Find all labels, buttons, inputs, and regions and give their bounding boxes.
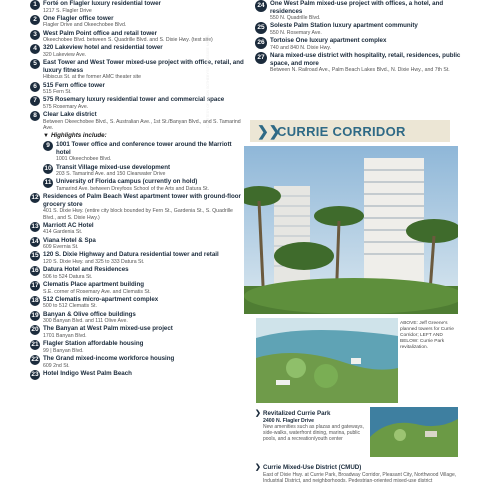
item-title: 575 Rosemary luxury residential tower and commercial space: [43, 96, 225, 104]
list-item: [30, 59, 245, 80]
chevron-right-icon: ❯: [255, 410, 261, 417]
feature-currie-park: [255, 410, 365, 442]
number-badge: 5: [30, 59, 40, 69]
item-address: 1001 Okeechobee Blvd.: [56, 156, 112, 163]
item-title: Marriott AC Hotel: [43, 221, 94, 229]
list-item: [30, 82, 245, 96]
item-title: 512 Clematis micro-apartment complex: [43, 295, 159, 303]
number-badge: 26: [255, 37, 267, 49]
list-item: [43, 178, 245, 192]
list-item: [43, 164, 245, 178]
list-item: [30, 370, 245, 378]
item-title: Nara mixed-use district with hospitality, retail, residences, public space, and more: [270, 51, 461, 67]
number-badge: 7: [30, 96, 40, 106]
item-address: 414 Gardenia St.: [43, 229, 83, 236]
item-title: One Flagler office tower: [43, 14, 114, 22]
item-title: Forté on Flagler luxury residential tower: [43, 0, 161, 7]
number-badge: 18: [31, 296, 39, 304]
feature-description: East of Dixie Hwy. at Currie Park, Broadway Corridor, Pleasant City, Northwood Village, Industrial District, and neighborhoods. Pedestrian-oriented mixed-use district: [263, 471, 457, 484]
list-item: [30, 281, 245, 295]
item-title: Flagler Station affordable housing: [43, 340, 144, 348]
number-badge: 2: [30, 15, 40, 25]
item-title: Viana Hotel & Spa: [43, 236, 96, 244]
item-address: 515 Fern St.: [43, 89, 72, 96]
number-badge: 10: [44, 164, 52, 172]
item-address: 99 | Banyan Blvd.: [43, 347, 84, 354]
list-item: [30, 340, 245, 354]
number-badge: 14: [31, 237, 39, 245]
feature-title: Revitalized Currie Park: [263, 410, 331, 417]
item-title: 515 Fern office tower: [43, 81, 105, 89]
list-item: [30, 111, 245, 131]
item-address: 1701 Banyan Blvd.: [43, 332, 87, 339]
left-column: [30, 0, 245, 378]
item-address: Tamarind Ave. between Dreyfoos School of the Arts and Datura St.: [56, 185, 210, 192]
list-item: [30, 355, 245, 369]
item-title: West Palm Point office and retail tower: [43, 29, 158, 37]
number-badge: 12: [31, 194, 39, 202]
feature-address: 2400 N. Flagler Drive: [263, 417, 315, 424]
item-address: 575 Rosemary Ave.: [43, 103, 89, 110]
currie-corridor-photo: [244, 146, 458, 314]
list-item: [30, 193, 245, 221]
number-badge: 4: [30, 44, 40, 54]
list-item: [30, 0, 245, 14]
item-address: 550 N. Quadrille Blvd.: [270, 15, 321, 22]
item-address: Hibiscus St. at the former AMC theater site: [43, 74, 142, 81]
number-badge: 15: [31, 252, 39, 260]
number-badge: 22: [31, 355, 39, 363]
double-chevron-icon: ❯❯: [257, 123, 281, 139]
item-address: Between N. Railroad Ave., Palm Beach Lakes Blvd., N. Dixie Hwy., and 7th St.: [270, 67, 450, 74]
list-item: [255, 52, 465, 73]
list-item: [30, 296, 245, 310]
item-title: Clematis Place apartment building: [43, 280, 145, 288]
list-item: [30, 96, 245, 110]
number-badge: 1: [30, 0, 40, 10]
item-title: East Tower and West Tower mixed-use project with office, retail, and luxury fitness: [43, 59, 244, 74]
item-title: Datura Hotel and Residences: [43, 266, 129, 274]
item-address: 609 2nd St.: [43, 362, 70, 369]
section-title: CURRIE CORRIDOR: [277, 124, 406, 139]
item-address: 300 Banyan Blvd. and 111 Olive Ave.: [43, 318, 128, 325]
photo-credit: COURTESY OF VISION SOTHEBY'S/TENNESSEE MEDIA: [206, 35, 210, 128]
section-header-currie-corridor: [250, 120, 450, 142]
list-item: [255, 37, 465, 51]
item-address: S.E. corner of Rosemary Ave. and Clematis St.: [43, 288, 151, 295]
number-badge: 3: [30, 30, 40, 40]
item-title: The Grand mixed-income workforce housing: [43, 354, 175, 362]
number-badge: 6: [30, 82, 40, 92]
list-item: [43, 141, 245, 162]
list-item: [30, 237, 245, 251]
item-address: 401 S. Dixie Hwy. (entire city block bounded by Fern St., Gardenia St., S. Quadrille Blvd., and S. Dixie Hwy.): [43, 208, 233, 221]
rendering-caption: ABOVE: Jeff Greene's planned towers for Currie Corridor; LEFT AND BELOW: Currie Park revitalization.: [400, 321, 454, 350]
item-address: Flagler Drive and Okeechobee Blvd.: [43, 22, 127, 29]
item-address: 320 Lakeview Ave.: [43, 51, 87, 58]
triangle-down-icon: ▼: [43, 133, 49, 140]
list-item: [30, 44, 245, 58]
number-badge: 24: [255, 0, 267, 12]
item-address: 506 to 524 Datura St.: [43, 273, 93, 280]
item-title: The Banyan at West Palm mixed-use project: [43, 325, 173, 333]
item-address: Between Okeechobee Blvd., S. Australian Ave., 1st St./Banyan Blvd., and S. Tamarind Ave.: [43, 118, 241, 131]
item-address: 120 S. Dixie Hwy. and 325 to 333 Datura St.: [43, 258, 145, 265]
feature-description: New amenities such as plazas and gateways, side-walks, waterfront dining, marina, public pools, and a recreation/youth center: [263, 424, 364, 442]
park-aerial-image: [370, 407, 458, 457]
number-badge: 19: [31, 311, 39, 319]
highlights-label: Highlights include:: [50, 132, 107, 140]
number-badge: 17: [31, 281, 39, 289]
item-title: Hotel Indigo West Palm Beach: [43, 369, 132, 377]
list-item: [30, 325, 245, 339]
number-badge: 27: [255, 52, 267, 64]
chevron-right-icon: ❯: [255, 464, 261, 471]
list-item: [30, 251, 245, 265]
number-badge: 20: [31, 326, 39, 334]
list-item: [30, 222, 245, 236]
item-address: 203 S. Tamarind Ave. and 150 Clearwater Drive: [56, 171, 166, 178]
item-title: 1001 Tower office and conference tower around the Marriott hotel: [56, 141, 232, 156]
item-title: Banyan & Olive office buildings: [43, 310, 136, 318]
item-address: 740 and 840 N. Dixie Hwy.: [270, 44, 332, 51]
item-address: 1217 S. Flagler Drive: [43, 7, 92, 14]
item-title: Residences of Palm Beach West apartment tower with ground-floor grocery store: [43, 193, 241, 208]
list-item: [30, 311, 245, 325]
list-item: [30, 15, 245, 29]
item-title: Transit Village mixed-use development: [56, 163, 171, 171]
feature-title: Currie Mixed-Use District (CMUD): [263, 464, 362, 471]
number-badge: 13: [31, 222, 39, 230]
list-item: [30, 30, 245, 44]
item-address: 609 Evernia St.: [43, 244, 79, 251]
item-address: Okeechobee Blvd. between S. Quadrille Blvd. and S. Dixie Hwy. (test site): [43, 37, 213, 44]
list-item: [30, 266, 245, 280]
item-title: One West Palm mixed-use project with offices, a hotel, and residences: [270, 0, 444, 15]
item-address: 550 N. Rosemary Ave.: [270, 29, 322, 36]
number-badge: 16: [31, 267, 39, 275]
right-column: [255, 0, 465, 74]
item-title: Clear Lake district: [43, 111, 97, 119]
list-item: [255, 22, 465, 36]
item-title: Tortoise One luxury apartment complex: [270, 37, 387, 45]
list-item: [255, 0, 465, 21]
item-title: University of Florida campus (currently on hold): [56, 178, 198, 186]
number-badge: 8: [30, 111, 40, 121]
item-title: 120 S. Dixie Highway and Datura residential tower and retail: [43, 251, 219, 259]
number-badge: 23: [31, 370, 39, 378]
number-badge: 25: [255, 22, 267, 34]
item-title: Soleste Palm Station luxury apartment community: [270, 22, 418, 30]
number-badge: 9: [43, 141, 53, 151]
waterfront-rendering-image: [256, 318, 398, 403]
item-title: 320 Lakeview hotel and residential tower: [43, 44, 163, 52]
number-badge: 11: [44, 179, 52, 187]
number-badge: 21: [31, 341, 39, 349]
feature-cmud: [255, 464, 460, 484]
highlights-heading: [43, 132, 245, 140]
item-address: 500 to 512 Clematis St.: [43, 303, 97, 310]
